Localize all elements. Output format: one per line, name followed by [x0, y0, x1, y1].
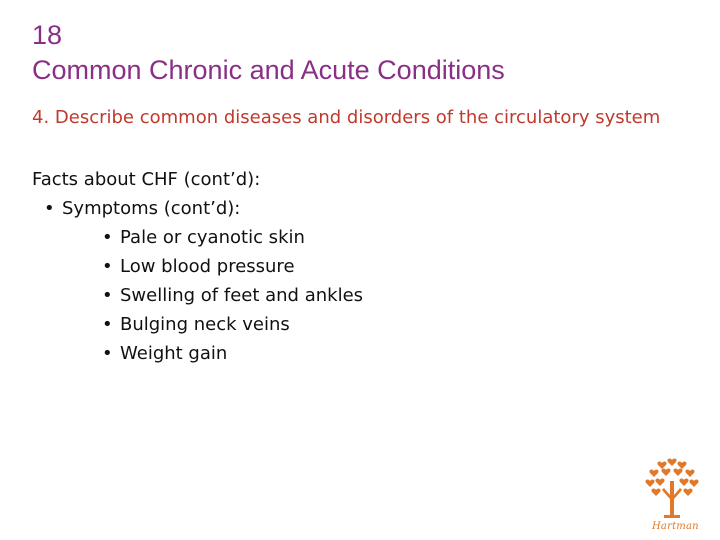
list-item-label: Swelling of feet and ankles — [120, 285, 364, 306]
list-item — [32, 194, 672, 223]
list-item-label: Weight gain — [120, 343, 228, 364]
list-item — [32, 223, 672, 252]
bullet-icon: • — [102, 256, 113, 277]
list-item-label: Low blood pressure — [120, 256, 295, 277]
bullet-icon: • — [102, 314, 113, 335]
list-item-label: Bulging neck veins — [120, 314, 290, 335]
list-item — [32, 339, 672, 368]
hartman-logo — [640, 455, 708, 535]
heart-tree-icon — [640, 455, 708, 521]
list-item-label: Pale or cyanotic skin — [120, 227, 305, 248]
bullet-icon: • — [102, 343, 113, 364]
list-item — [32, 252, 672, 281]
bullet-icon: • — [102, 285, 113, 306]
slide-body — [32, 165, 672, 368]
list-item — [32, 310, 672, 339]
intro-line: Facts about CHF (cont’d): — [32, 169, 261, 190]
list-item-label: Symptoms (cont’d): — [62, 198, 241, 219]
chapter-header — [32, 18, 505, 88]
chapter-title: Common Chronic and Acute Conditions — [32, 55, 505, 85]
list-item — [32, 281, 672, 310]
bullet-icon: • — [44, 198, 55, 219]
learning-objective: 4. Describe common diseases and disorders of the circulatory system — [32, 107, 661, 128]
bullet-icon: • — [102, 227, 113, 248]
chapter-number: 18 — [32, 20, 63, 50]
logo-wordmark: Hartman — [652, 521, 699, 532]
